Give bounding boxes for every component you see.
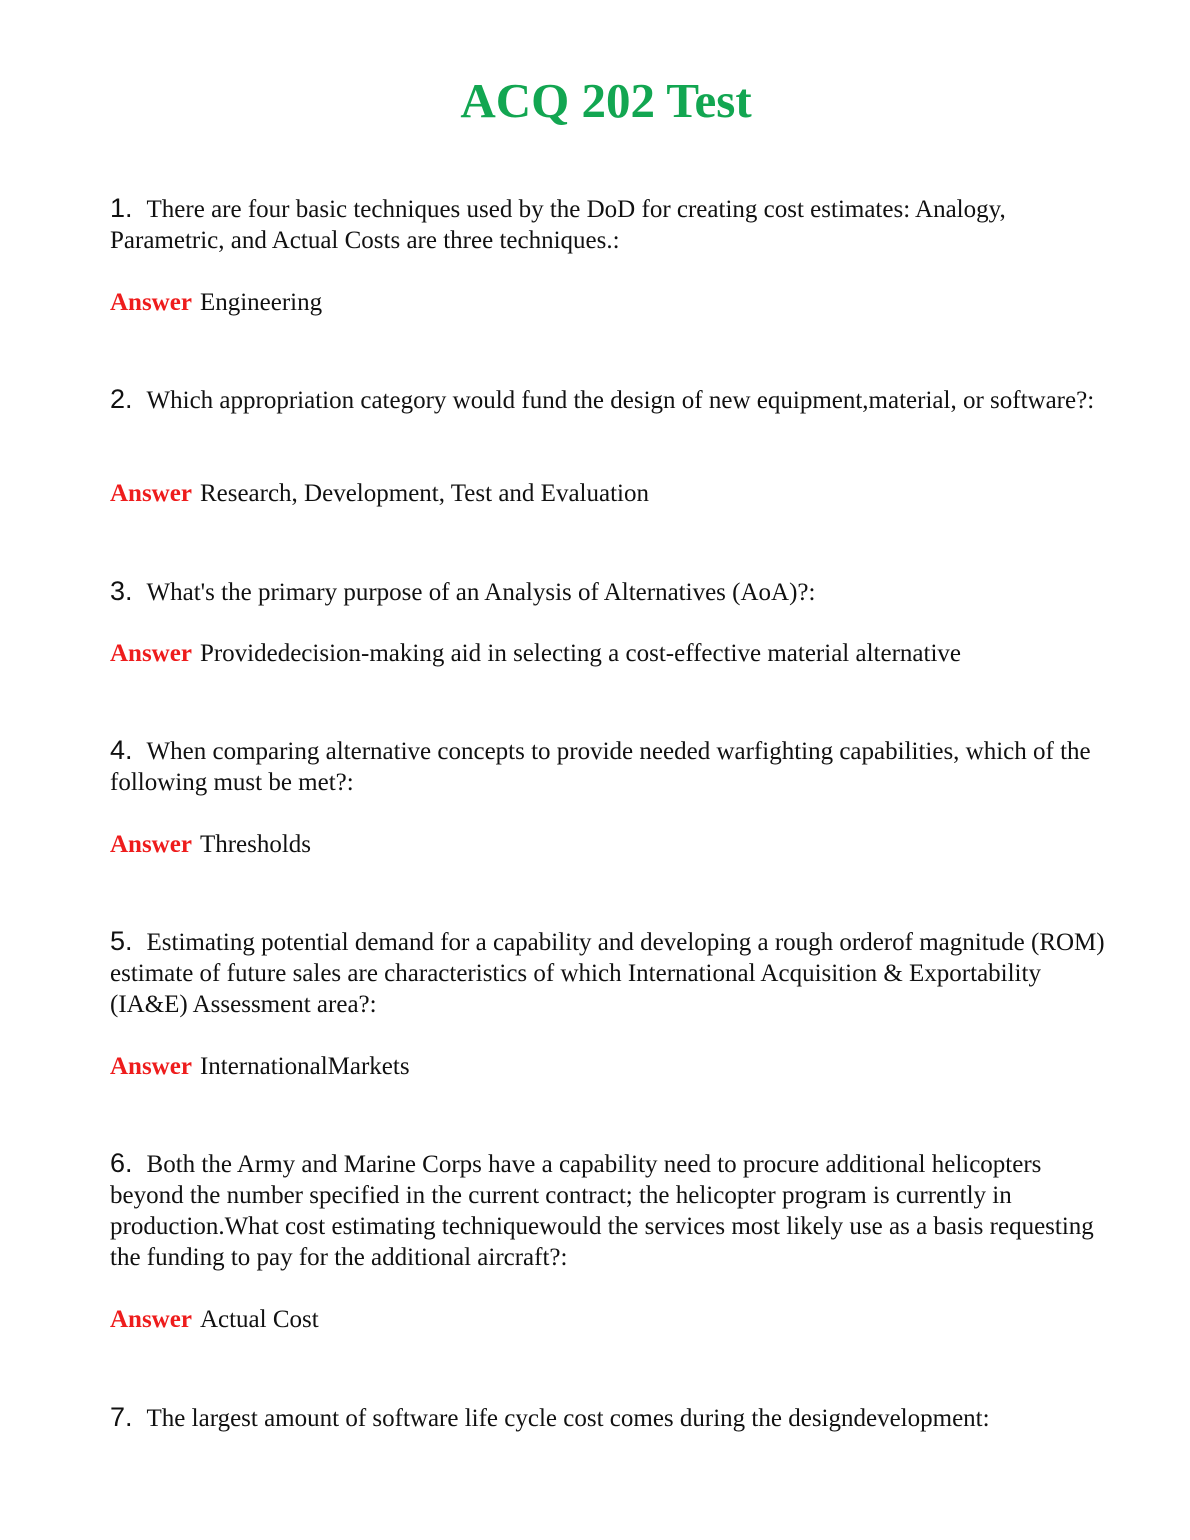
question-4 [110, 735, 1110, 798]
answer-2 [110, 478, 1110, 509]
question-text: Estimating potential demand for a capability and developing a rough orderof magnitude (ROM) estimate of future sales are characteristics of which International Acquisition & Exportability (IA&E) Assessment area?: [110, 929, 1105, 1018]
question-text: What's the primary purpose of an Analysis of Alternatives (AoA)?: [146, 579, 816, 606]
answer-text: Actual Cost [199, 1306, 319, 1333]
question-6 [110, 1148, 1110, 1273]
question-text: Which appropriation category would fund the design of new equipment,material, or software?: [146, 387, 1095, 414]
question-3 [110, 576, 1110, 608]
answer-label: Answer [110, 831, 192, 858]
answer-text: Providedecision-making aid in selecting a cost-effective material alternative [199, 640, 961, 667]
answer-label: Answer [110, 1053, 192, 1080]
question-text: Both the Army and Marine Corps have a capability need to procure additional helicopters beyond the number specified in the current contract; the helicopter program is currently in production.What cost estimating techniquewould the services most likely use as a basis requesting the funding to pay for the additional aircraft?: [110, 1151, 1094, 1271]
question-number: 3. [110, 576, 133, 606]
page-title: ACQ 202 Test [460, 73, 752, 128]
question-number: 1. [110, 193, 133, 223]
question-number: 4. [110, 735, 133, 765]
question-text: The largest amount of software life cycle cost comes during the designdevelopment: [146, 1405, 990, 1432]
answer-1 [110, 287, 1110, 318]
answer-text: Thresholds [199, 831, 312, 858]
answer-3 [110, 638, 1110, 669]
question-1 [110, 193, 1110, 256]
answer-text: Engineering [199, 289, 323, 316]
question-7 [110, 1402, 1110, 1434]
answer-label: Answer [110, 1306, 192, 1333]
question-number: 6. [110, 1148, 133, 1178]
answer-label: Answer [110, 480, 192, 507]
question-number: 2. [110, 384, 133, 414]
question-number: 7. [110, 1402, 133, 1432]
answer-text: InternationalMarkets [199, 1053, 410, 1080]
answer-4 [110, 829, 1110, 860]
answer-text: Research, Development, Test and Evaluation [199, 480, 649, 507]
question-number: 5. [110, 926, 133, 956]
question-text: When comparing alternative concepts to provide needed warfighting capabilities, which of the following must be met?: [110, 738, 1091, 796]
question-text: There are four basic techniques used by the DoD for creating cost estimates: Analogy, Parametric, and Actual Costs are three techniques.: [110, 196, 1006, 254]
answer-6 [110, 1304, 1110, 1335]
answer-label: Answer [110, 289, 192, 316]
answer-5 [110, 1051, 1110, 1082]
question-2 [110, 384, 1110, 416]
question-5 [110, 926, 1110, 1020]
answer-label: Answer [110, 640, 192, 667]
